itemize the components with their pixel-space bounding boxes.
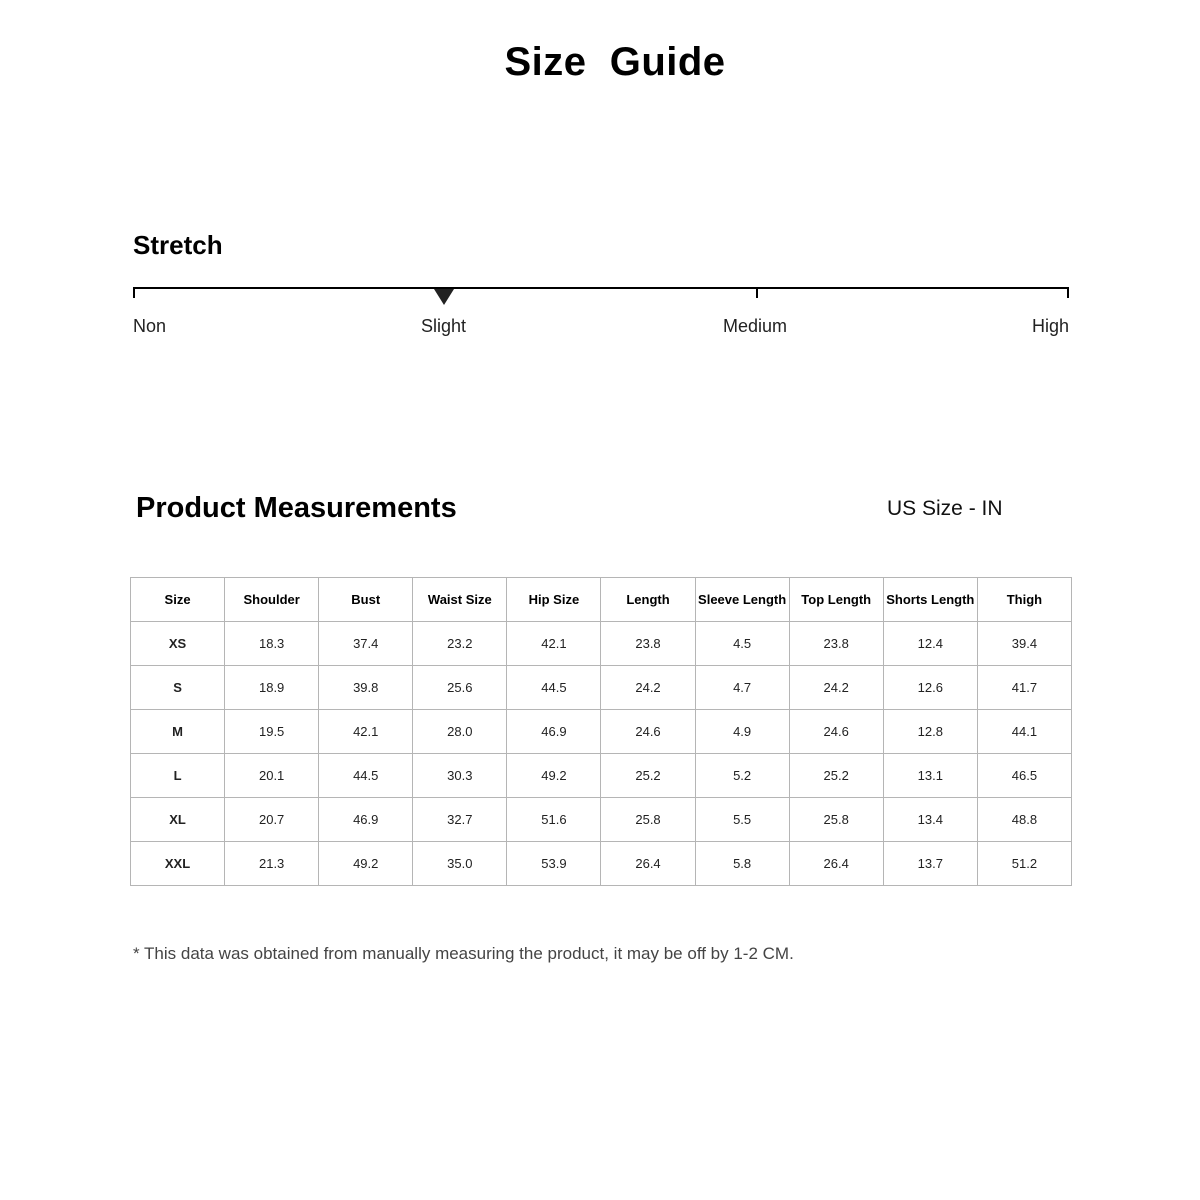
- table-cell: 51.2: [977, 842, 1071, 886]
- table-cell: 5.2: [695, 754, 789, 798]
- column-header: Shorts Length: [883, 578, 977, 622]
- table-cell: 18.9: [225, 666, 319, 710]
- table-cell: 44.5: [507, 666, 601, 710]
- table-cell: 12.8: [883, 710, 977, 754]
- table-cell: 24.2: [601, 666, 695, 710]
- table-row: [131, 754, 1072, 798]
- stretch-tick-medium: [756, 287, 758, 298]
- table-cell: 12.4: [883, 622, 977, 666]
- size-table: [130, 577, 1072, 886]
- table-cell: 53.9: [507, 842, 601, 886]
- table-cell: 23.8: [601, 622, 695, 666]
- unit-label: US Size - IN: [887, 497, 1003, 520]
- table-header-row: [131, 578, 1072, 622]
- table-cell: 46.5: [977, 754, 1071, 798]
- stretch-label-high: High: [1031, 316, 1069, 336]
- table-cell: 23.8: [789, 622, 883, 666]
- table-row: [131, 710, 1072, 754]
- measurements-heading: Product Measurements: [136, 492, 457, 524]
- table-cell: 5.5: [695, 798, 789, 842]
- stretch-heading: Stretch: [133, 230, 223, 260]
- table-cell: 20.1: [225, 754, 319, 798]
- column-header: Length: [601, 578, 695, 622]
- table-row: [131, 622, 1072, 666]
- column-header: Hip Size: [507, 578, 601, 622]
- stretch-tick-non: [133, 287, 135, 298]
- table-cell: 41.7: [977, 666, 1071, 710]
- table-cell: 35.0: [413, 842, 507, 886]
- column-header: Size: [131, 578, 225, 622]
- column-header: Waist Size: [413, 578, 507, 622]
- table-cell: 25.2: [601, 754, 695, 798]
- table-cell: 51.6: [507, 798, 601, 842]
- table-cell: 30.3: [413, 754, 507, 798]
- table-cell: 19.5: [225, 710, 319, 754]
- size-cell: XXL: [131, 842, 225, 886]
- table-cell: 13.7: [883, 842, 977, 886]
- table-cell: 49.2: [319, 842, 413, 886]
- table-cell: 24.2: [789, 666, 883, 710]
- table-row: [131, 666, 1072, 710]
- table-cell: 32.7: [413, 798, 507, 842]
- table-cell: 4.9: [695, 710, 789, 754]
- table-cell: 25.2: [789, 754, 883, 798]
- table-cell: 12.6: [883, 666, 977, 710]
- stretch-tick-high: [1067, 287, 1069, 298]
- table-cell: 13.1: [883, 754, 977, 798]
- table-cell: 44.5: [319, 754, 413, 798]
- column-header: Sleeve Length: [695, 578, 789, 622]
- size-cell: L: [131, 754, 225, 798]
- column-header: Bust: [319, 578, 413, 622]
- table-cell: 20.7: [225, 798, 319, 842]
- table-cell: 21.3: [225, 842, 319, 886]
- table-cell: 44.1: [977, 710, 1071, 754]
- table-cell: 25.8: [789, 798, 883, 842]
- stretch-scale: [133, 287, 1069, 347]
- table-row: [131, 842, 1072, 886]
- table-cell: 48.8: [977, 798, 1071, 842]
- table-cell: 49.2: [507, 754, 601, 798]
- table-cell: 13.4: [883, 798, 977, 842]
- table-cell: 39.8: [319, 666, 413, 710]
- table-cell: 24.6: [789, 710, 883, 754]
- table-cell: 42.1: [507, 622, 601, 666]
- size-cell: M: [131, 710, 225, 754]
- table-cell: 5.8: [695, 842, 789, 886]
- stretch-scale-line: [133, 287, 1069, 289]
- table-row: [131, 798, 1072, 842]
- column-header: Shoulder: [225, 578, 319, 622]
- table-cell: 28.0: [413, 710, 507, 754]
- column-header: Thigh: [977, 578, 1071, 622]
- table-cell: 26.4: [601, 842, 695, 886]
- table-cell: 39.4: [977, 622, 1071, 666]
- measurement-footnote: * This data was obtained from manually measuring the product, it may be off by 1-2 CM.: [133, 944, 794, 963]
- size-cell: XS: [131, 622, 225, 666]
- stretch-label-slight: Slight: [421, 316, 467, 336]
- table-cell: 26.4: [789, 842, 883, 886]
- table-cell: 46.9: [507, 710, 601, 754]
- table-cell: 42.1: [319, 710, 413, 754]
- table-cell: 4.5: [695, 622, 789, 666]
- table-cell: 24.6: [601, 710, 695, 754]
- table-cell: 4.7: [695, 666, 789, 710]
- table-cell: 23.2: [413, 622, 507, 666]
- stretch-marker-icon: [434, 289, 454, 305]
- table-cell: 18.3: [225, 622, 319, 666]
- size-cell: XL: [131, 798, 225, 842]
- column-header: Top Length: [789, 578, 883, 622]
- stretch-label-non: Non: [133, 316, 167, 336]
- table-cell: 37.4: [319, 622, 413, 666]
- stretch-label-medium: Medium: [723, 316, 788, 336]
- table-cell: 46.9: [319, 798, 413, 842]
- table-cell: 25.8: [601, 798, 695, 842]
- size-cell: S: [131, 666, 225, 710]
- table-cell: 25.6: [413, 666, 507, 710]
- page-title: Size Guide: [504, 40, 726, 84]
